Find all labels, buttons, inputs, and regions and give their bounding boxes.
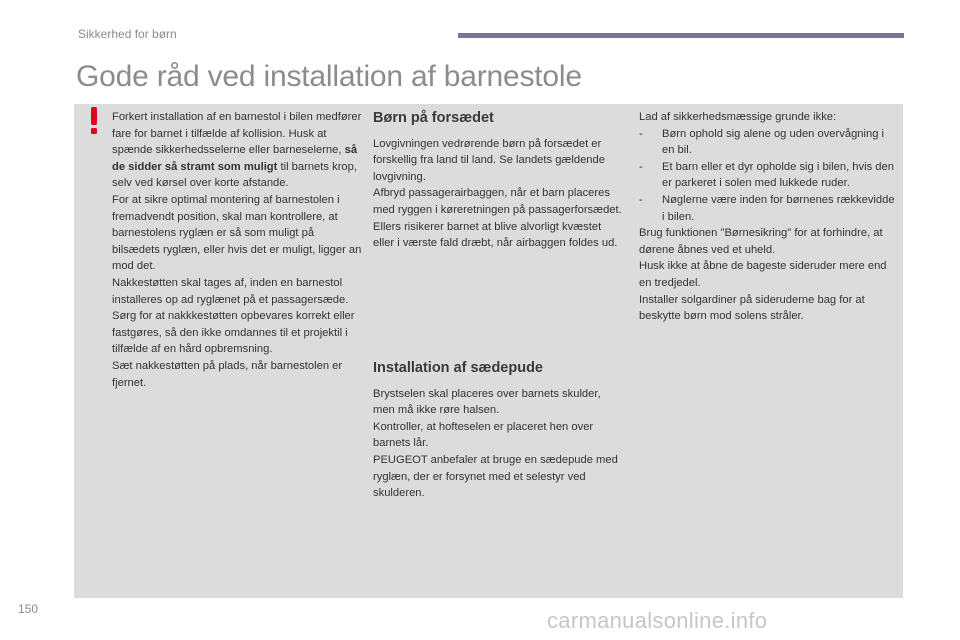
warning-paragraph-3: Nakkestøtten skal tages af, inden en barnestol installeres op ad ryglænet på et passagersæde. [112,276,349,306]
page-number: 150 [18,602,39,616]
page-title: Gode råd ved installation af barnestole [76,60,582,93]
list-item: - Et barn eller et dyr opholde sig i bilen, hvis den er parkeret i solen med lukkede ruder. [639,159,899,192]
front-seat-section [373,110,625,252]
warning-paragraph-5: Sæt nakkestøtten på plads, når barnestolen er fjernet. [112,359,343,389]
list-item: - Børn ophold sig alene og uden overvågning i en bil. [639,126,899,159]
safety-intro: Lad af sikkerhedsmæssige grunde ikke: [639,111,837,123]
booster-paragraph-1: Brystselen skal placeres over barnets skulder, men må ikke røre halsen. [373,387,601,417]
booster-paragraph-2: Kontroller, at hofteselen er placeret hen over barnets lår. [373,420,594,450]
booster-cushion-section [373,360,625,502]
emphasis-text: så de sidder så stramt som muligt [112,144,358,173]
front-seat-paragraph-1: Lovgivningen vedrørende børn på forsædet er forskellig fra land til land. Se landets gældende lovgivning. [373,137,605,183]
booster-cushion-heading: Installation af sædepude [373,360,543,376]
section-header: Sikkerhed for børn [78,27,177,41]
list-dash: - [639,160,643,173]
warning-paragraph-4: Sørg for at nakkkestøtten opbevares korrekt eller fastgøres, så den ikke omdannes til et projektil i tilfælde af en hård opbremsning. [112,310,355,356]
warning-exclamation-icon [87,106,101,136]
list-dash: - [639,127,643,140]
list-dash: - [639,193,643,206]
warning-column [112,109,362,391]
safety-paragraph-4: Installer solgardiner på sideruderne bag for at beskytte børn mod solens stråler. [639,293,865,323]
front-seat-heading: Børn på forsædet [373,110,494,126]
safety-advice-column [639,109,899,325]
watermark-text: carmanualsonline.info [547,608,768,633]
front-seat-paragraph-2: Afbryd passagerairbaggen, når et barn placeres med ryggen i køreretningen på passagerforsædet. Ellers risikerer barnet at blive alvorligt kvæstet eller i værste fald dræbt, når airbaggen foldes ud. [373,187,622,250]
safety-paragraph-3: Husk ikke at åbne de bageste sideruder mere end en tredjedel. [639,260,887,289]
booster-paragraph-3: PEUGEOT anbefaler at bruge en sædepude med ryglæn, der er forsynet med et selestyr ved skulderen. [373,453,618,500]
warning-paragraph-2: For at sikre optimal montering af barnestolen i fremadvendt position, skal man kontrollere, at barnestolens ryglæn er så som muligt på bilsædets ryglæn, eller hvis det er muligt, ligger an mod det. [112,193,362,273]
warning-paragraph-1: Forkert installation af en barnestol i bilen medfører fare for barnet i tilfælde af kollision. Husk at spænde sikkerhedsselerne eller barneselerne, så de sidder så stramt som muligt til barnets krop, selv ved kørsel over korte afstande. [112,111,362,190]
safety-paragraph-2: Brug funktionen "Børnesikring" for at forhindre, at dørene åbnes ved et uheld. [639,227,883,256]
list-item: - Nøglerne være inden for børnenes rækkevidde i bilen. [639,192,899,225]
header-accent-bar [458,33,904,38]
